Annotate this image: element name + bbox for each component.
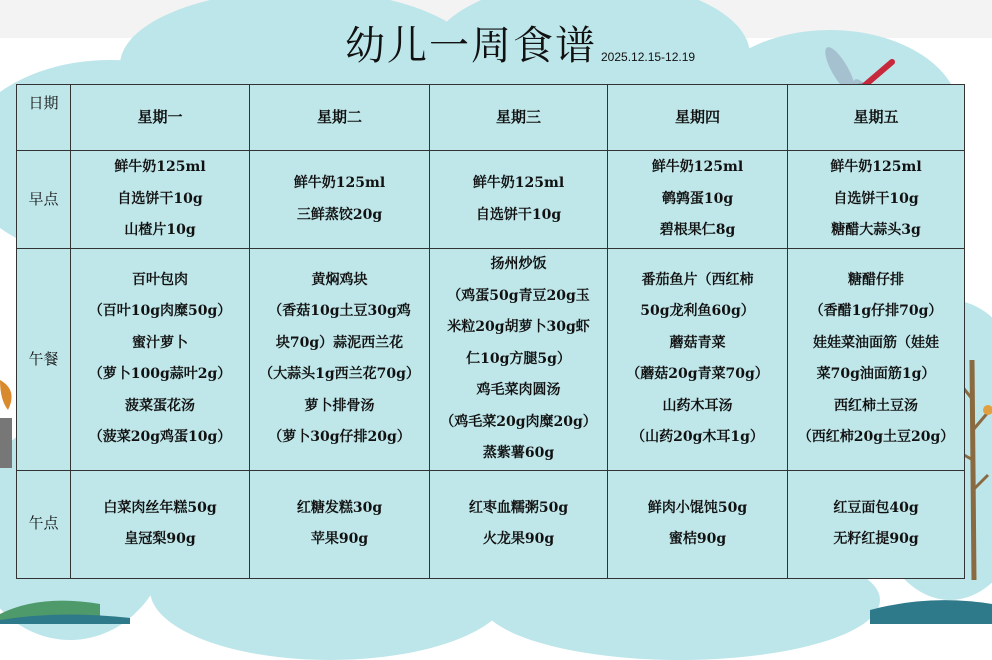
menu-item-text: 蜜汁萝卜	[132, 334, 188, 351]
date-range: 2025.12.15-12.19	[601, 50, 696, 64]
menu-cell	[71, 151, 250, 249]
menu-item-text: 菠菜蛋花汤	[125, 397, 195, 414]
menu-item-text: 三鲜蒸饺20g	[296, 206, 383, 223]
menu-item-text: 山药木耳汤	[662, 397, 733, 414]
menu-item-text: 鸡毛菜肉圆汤	[476, 382, 561, 398]
menu-cell	[430, 151, 608, 249]
menu-item-text: 自选饼干10g	[833, 190, 919, 207]
row-label-lunch: 午餐	[17, 249, 71, 471]
menu-item-text: 米粒20g胡萝卜30g虾	[447, 319, 590, 335]
menu-cell	[608, 470, 788, 578]
corner-label: 日期	[17, 85, 71, 151]
menu-item-text: （山药20g木耳1g）	[631, 429, 764, 446]
day-friday: 星期五	[788, 85, 965, 151]
menu-item-text: 红豆面包40g	[833, 499, 919, 516]
menu-item-text: 鲜牛奶125ml	[114, 159, 206, 176]
menu-item-text: （大蒜头1g西兰花70g）	[259, 366, 420, 383]
menu-item-text: 糖醋仔排	[848, 271, 904, 288]
row-snack	[17, 470, 965, 578]
menu-item-text: （菠菜20g鸡蛋10g）	[88, 429, 232, 446]
header-row	[17, 85, 965, 151]
day-thursday: 星期四	[608, 85, 788, 151]
row-breakfast	[17, 151, 965, 249]
row-label-breakfast: 早点	[17, 151, 71, 249]
menu-item-text: 白菜肉丝年糕50g	[103, 499, 217, 516]
menu-item-text: （西红柿20g土豆20g）	[797, 429, 955, 446]
menu-item-text: 碧根果仁8g	[659, 222, 736, 239]
menu-cell	[430, 249, 608, 471]
menu-item-text: （百叶10g肉糜50g）	[88, 303, 232, 320]
menu-item-text: 鲜牛奶125ml	[293, 175, 386, 191]
title-area	[345, 22, 695, 70]
menu-item-text: 菜70g油面筋1g）	[816, 366, 936, 383]
menu-item-text: 红枣血糯粥50g	[468, 499, 569, 516]
menu-item-text: 自选饼干10g	[475, 206, 562, 223]
menu-item-text: 50g龙利鱼60g）	[640, 303, 755, 320]
menu-cell	[608, 249, 788, 471]
menu-item-text: （香菇10g土豆30g鸡	[268, 303, 411, 320]
menu-item-text: 糖醋大蒜头3g	[831, 222, 921, 239]
menu-item-text: 鲜牛奶125ml	[651, 159, 744, 176]
menu-item-text: 皇冠梨90g	[124, 531, 196, 547]
menu-item-text: 蘑菇青菜	[669, 334, 726, 351]
day-tuesday: 星期二	[250, 85, 430, 151]
menu-item-text: 火龙果90g	[482, 531, 555, 547]
menu-item-text: （萝卜100g蒜叶2g）	[88, 366, 232, 383]
menu-cell	[430, 470, 608, 578]
menu-item-text: 鲜牛奶125ml	[472, 175, 565, 191]
menu-item-text: 扬州炒饭	[490, 256, 547, 272]
menu-item-text: 鲜牛奶125ml	[830, 159, 922, 176]
menu-item-text: 西红柿土豆汤	[834, 397, 918, 414]
menu-cell	[250, 151, 430, 249]
menu-item-text: 苹果90g	[310, 531, 369, 547]
menu-cell	[250, 470, 430, 578]
menu-item-text: 山楂片10g	[124, 222, 196, 239]
menu-item-text: 黄焖鸡块	[311, 271, 368, 288]
menu-item-text: 仁10g方腿5g）	[466, 350, 571, 367]
menu-cell	[788, 249, 965, 471]
menu-item-text: （蘑菇20g青菜70g）	[626, 366, 769, 383]
menu-item-text: 百叶包肉	[132, 271, 188, 288]
day-monday: 星期一	[71, 85, 250, 151]
menu-item-text: 蒸紫薯60g	[482, 445, 555, 461]
page-title: 幼儿一周食谱	[345, 23, 597, 69]
menu-item-text: 番茄鱼片（西红柿	[641, 271, 754, 288]
row-label-snack: 午点	[17, 470, 71, 578]
menu-item-text: （香醋1g仔排70g）	[809, 303, 943, 320]
menu-item-text: 鲜肉小馄饨50g	[647, 499, 748, 516]
menu-item-text: （鸡蛋50g青豆20g玉	[447, 287, 590, 304]
row-lunch	[17, 249, 965, 471]
menu-cell	[71, 249, 250, 471]
menu-item-text: 蜜桔90g	[668, 531, 727, 547]
menu-item-text: 块70g）蒜泥西兰花	[275, 334, 404, 351]
menu-table	[16, 84, 965, 579]
menu-cell	[608, 151, 788, 249]
menu-cell	[71, 470, 250, 578]
menu-item-text: 红糖发糕30g	[296, 499, 383, 516]
day-wednesday: 星期三	[430, 85, 608, 151]
menu-item-text: 鹌鹑蛋10g	[661, 190, 734, 207]
menu-item-text: 娃娃菜油面筋（娃娃	[813, 334, 939, 351]
menu-cell	[250, 249, 430, 471]
menu-item-text: （鸡毛菜20g肉糜20g）	[440, 413, 597, 430]
grass-decoration	[0, 574, 992, 624]
menu-item-text: （萝卜30g仔排20g）	[268, 429, 411, 446]
menu-item-text: 自选饼干10g	[117, 190, 203, 207]
menu-cell	[788, 151, 965, 249]
menu-item-text: 无籽红提90g	[833, 531, 919, 547]
menu-cell	[788, 470, 965, 578]
menu-item-text: 萝卜排骨汤	[304, 397, 375, 414]
